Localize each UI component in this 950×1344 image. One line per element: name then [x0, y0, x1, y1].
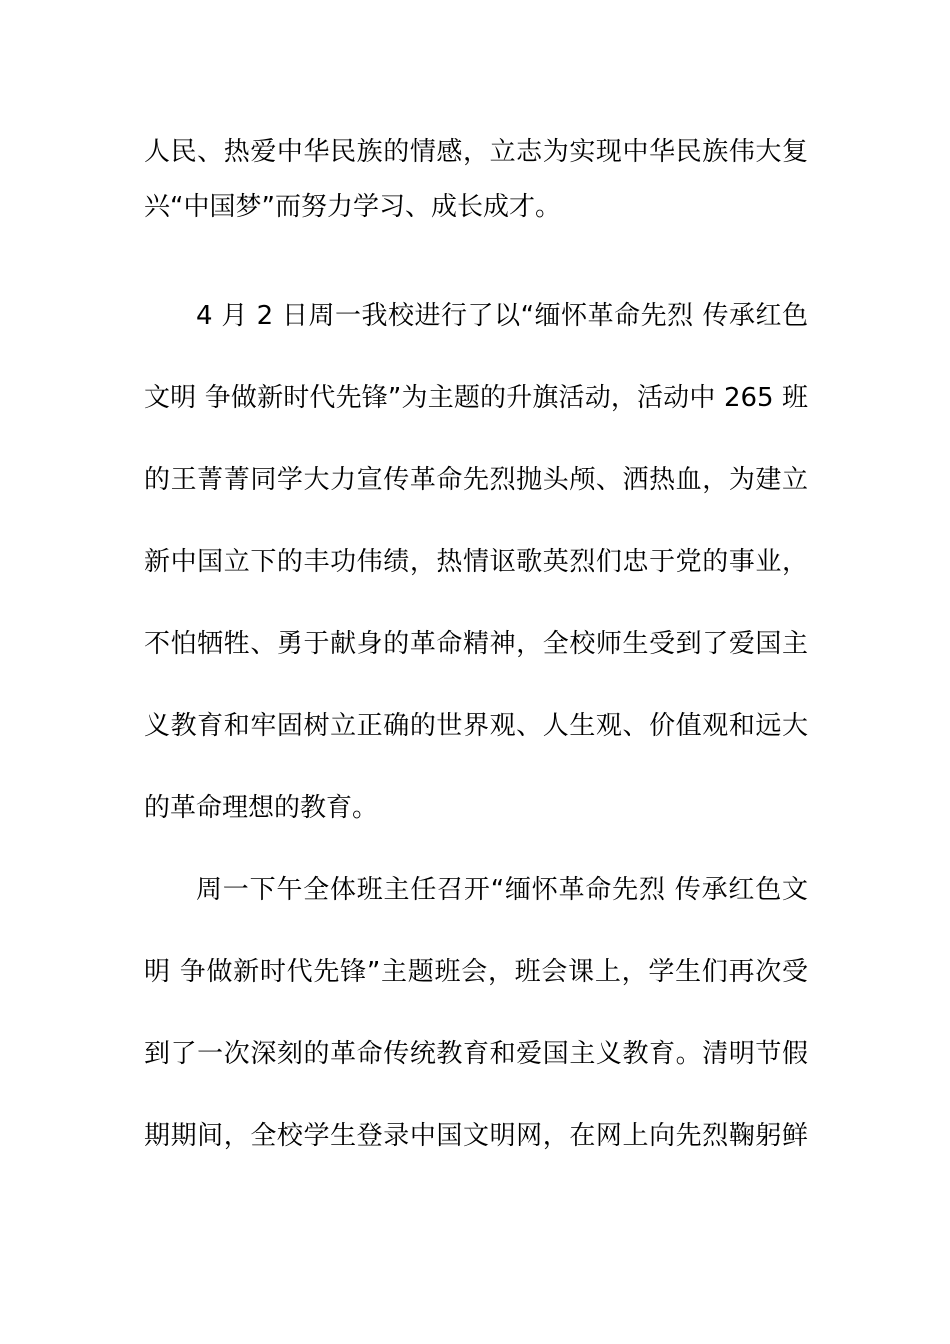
paragraph-line: 的革命理想的教育。: [144, 793, 379, 823]
paragraph-line: 兴“中国梦”而努力学习、成长成才。: [144, 192, 561, 222]
paragraph-line: 到了一次深刻的革命传统教育和爱国主义教育。清明节假: [144, 1039, 808, 1069]
paragraph-line: 的王菁菁同学大力宣传革命先烈抛头颅、洒热血，为建立: [144, 465, 808, 495]
paragraph-line: 周一下午全体班主任召开“缅怀革命先烈 传承红色文: [196, 875, 808, 905]
paragraph-line: 义教育和牢固树立正确的世界观、人生观、价值观和远大: [144, 711, 808, 741]
paragraph-line: 明 争做新时代先锋”主题班会，班会课上，学生们再次受: [144, 957, 808, 987]
paragraph-line: 期期间，全校学生登录中国文明网，在网上向先烈鞠躬鲜: [144, 1121, 808, 1151]
paragraph-line: 文明 争做新时代先锋”为主题的升旗活动，活动中 265 班: [144, 383, 808, 413]
paragraph-line: 新中国立下的丰功伟绩，热情讴歌英烈们忠于党的事业，: [144, 547, 808, 577]
paragraph-line: 4 月 2 日周一我校进行了以“缅怀革命先烈 传承红色: [196, 301, 808, 331]
paragraph-line: 不怕牺牲、勇于献身的革命精神，全校师生受到了爱国主: [144, 629, 808, 659]
paragraph-line: 人民、热爱中华民族的情感，立志为实现中华民族伟大复: [144, 137, 808, 167]
